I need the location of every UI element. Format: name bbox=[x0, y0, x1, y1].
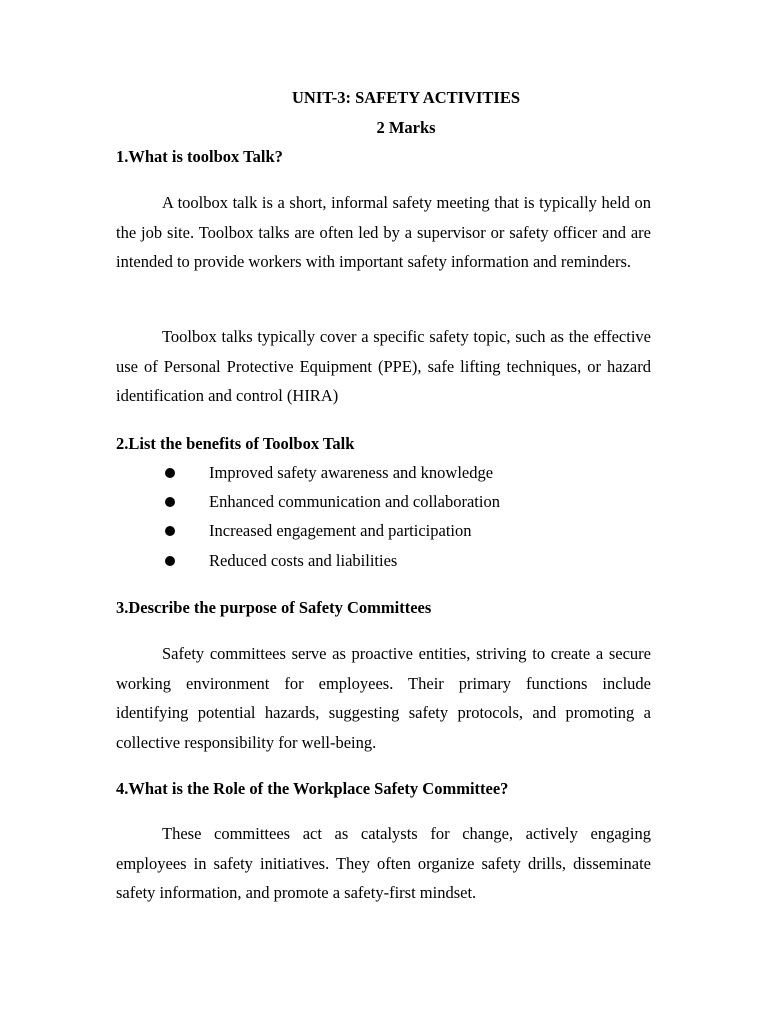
bullet-icon bbox=[165, 468, 175, 478]
document-subtitle: 2 Marks bbox=[376, 118, 436, 137]
question-1-heading: 1.What is toolbox Talk? bbox=[116, 147, 283, 166]
question-4-heading: 4.What is the Role of the Workplace Safety Committee? bbox=[116, 779, 509, 798]
document-title: UNIT-3: SAFETY ACTIVITIES bbox=[291, 88, 520, 107]
bullet-icon bbox=[165, 497, 175, 507]
question-3-heading: 3.Describe the purpose of Safety Committees bbox=[116, 598, 432, 617]
question-1-paragraph-1: A toolbox talk is a short, informal safety meeting that is typically held on the job site. Toolbox talks are often led by a supervisor or safety officer and are intended to provide workers with important safety information and reminders. bbox=[116, 193, 651, 271]
list-item-text: Increased engagement and participation bbox=[209, 521, 472, 541]
question-1-paragraph-2: Toolbox talks typically cover a specific safety topic, such as the effective use of Personal Protective Equipment (PPE), safe lifting techniques, or hazard identification and control (HIRA) bbox=[116, 327, 651, 405]
question-3-paragraph: Safety committees serve as proactive entities, striving to create a secure working environment for employees. Their primary functions include identifying potential hazards, suggesting safety protocols, and promoting a collective responsibility for well-being. bbox=[116, 644, 651, 752]
list-item-text: Reduced costs and liabilities bbox=[209, 550, 398, 570]
question-2-heading: 2.List the benefits of Toolbox Talk bbox=[116, 434, 355, 453]
list-item-text: Improved safety awareness and knowledge bbox=[209, 463, 494, 482]
bullet-icon bbox=[165, 526, 175, 536]
bullet-icon bbox=[165, 556, 175, 566]
question-4-paragraph: These committees act as catalysts for change, actively engaging employees in safety initiatives. They often organize safety drills, disseminate safety information, and promote a safety-first mindset. bbox=[116, 824, 651, 902]
list-item-text: Enhanced communication and collaboration bbox=[209, 492, 500, 512]
